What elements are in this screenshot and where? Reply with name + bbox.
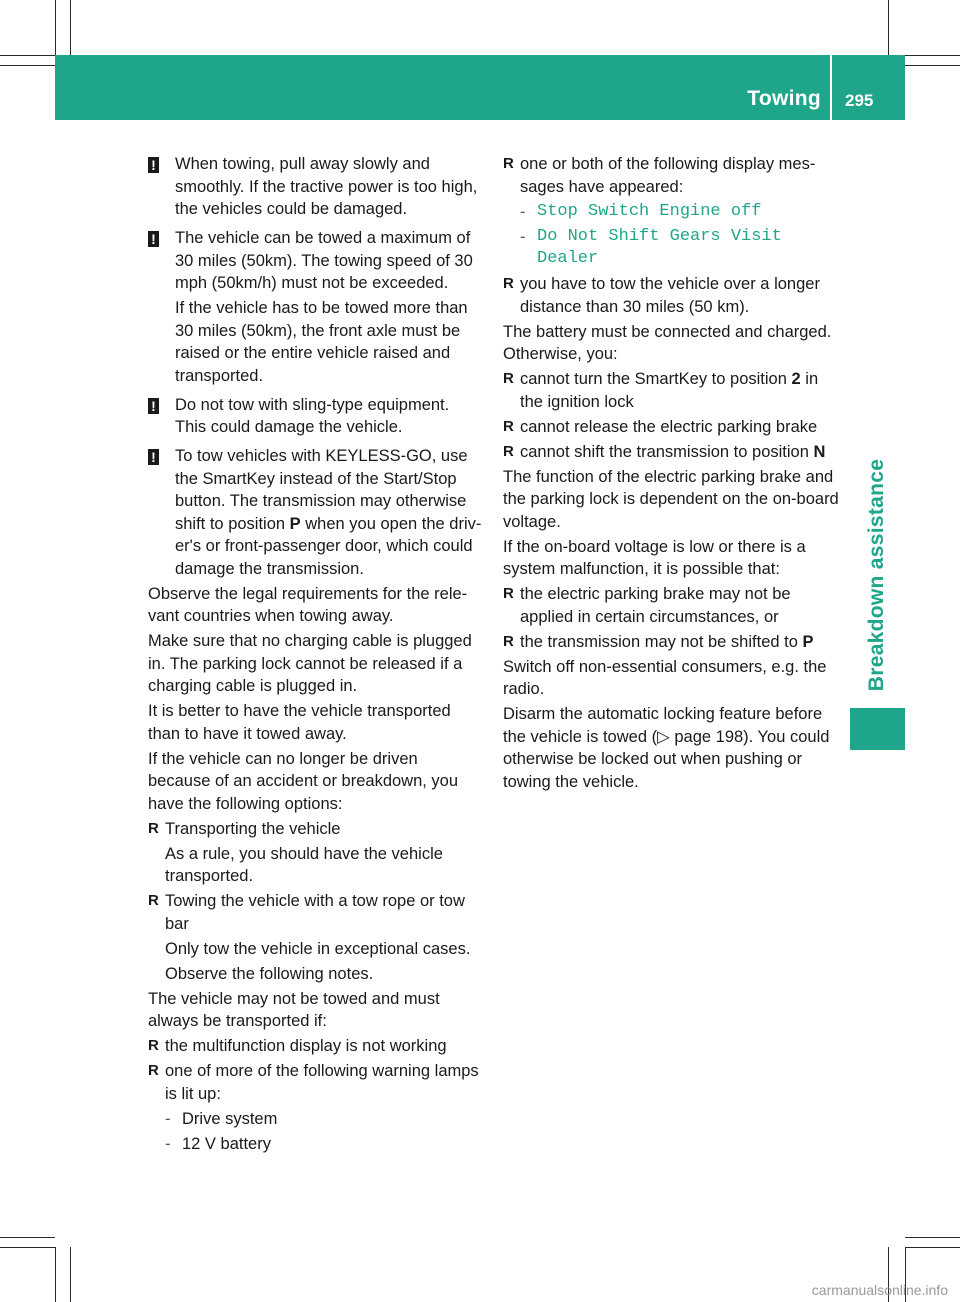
paragraph: Make sure that no charging cable is plugged in. The parking lock cannot be released if a charging cable is plugged in. [148, 632, 472, 695]
warning-icon: ! [148, 449, 159, 465]
crop-mark [0, 55, 55, 56]
crop-mark [55, 1247, 56, 1302]
bullet-icon: R [503, 442, 514, 460]
paragraph: If the vehicle can no longer be driven because of an accident or breakdown, you have the following options: [148, 749, 459, 813]
list-item: R you have to tow the vehicle over a longer distance than 30 miles (50 km). [503, 275, 820, 316]
page-header [55, 55, 905, 120]
list-item: R the multifunction display is not working [148, 1035, 484, 1058]
list-item: R cannot turn the SmartKey to position 2 in the ignition lock [503, 370, 819, 411]
side-tab-text: Breakdown assistance [865, 458, 888, 692]
section-title: Towing [747, 87, 821, 110]
display-message: Stop Switch Engine off [537, 201, 762, 221]
warning-note [148, 153, 484, 221]
crop-mark [905, 1237, 960, 1238]
list-item: R cannot release the electric parking brake [503, 416, 839, 439]
warning-text: Do not tow with sling-type equipment. This could damage the vehicle. [175, 395, 450, 436]
bullet-icon: R [503, 585, 514, 602]
sub-list-item: - Drive system [148, 1108, 484, 1131]
list-item: R cannot shift the transmission to position N [503, 441, 839, 464]
page-reference-arrow-icon: ▷ [657, 727, 670, 746]
list-item: R the transmission may not be shifted to P [503, 631, 839, 654]
crop-mark [905, 65, 960, 66]
sub-list-item: - 12 V battery [148, 1133, 484, 1156]
warning-icon: ! [148, 157, 159, 173]
watermark: carmanualsonline.info [811, 1282, 948, 1298]
warning-note [148, 445, 484, 580]
list-item: R one of more of the following warning lamps is lit up: [148, 1062, 479, 1103]
right-column [503, 153, 839, 796]
crop-mark [0, 65, 55, 66]
warning-icon: ! [148, 231, 159, 247]
list-item: R Transporting the vehicle As a rule, you should have the vehicle transported. [148, 819, 443, 885]
bullet-icon: R [148, 892, 159, 909]
left-column [148, 153, 484, 1158]
warning-icon: ! [148, 398, 159, 414]
crop-mark [70, 1247, 71, 1302]
paragraph: The vehicle may not be towed and must always be transported if: [148, 989, 440, 1030]
page-number: 295 [845, 91, 874, 110]
crop-mark [55, 0, 56, 55]
dash-icon: - [165, 1134, 171, 1153]
display-message: Do Not Shift Gears Visit Dealer [537, 226, 782, 268]
warning-note [148, 227, 484, 387]
crop-mark [905, 1247, 960, 1248]
paragraph: Disarm the automatic locking feature before the vehicle is towed (▷ page 198). You could otherwise be locked out when pushing or towing the vehicle. [503, 705, 830, 791]
warning-text: To tow vehicles with KEYLESS-GO, use the SmartKey instead of the Start/Stop button. The transmission may otherwise shift to position P when you open the driver's or front-passenger door, which could damage the transmission. [175, 447, 482, 578]
list-item: R Towing the vehicle with a tow rope or tow bar Only tow the vehicle in exceptional cases. Observe the following notes. [148, 892, 471, 983]
paragraph: The battery must be connected and charged. Otherwise, you: [503, 322, 832, 363]
bullet-icon: R [503, 275, 514, 292]
bullet-icon: R [148, 1062, 159, 1079]
warning-text: If the vehicle has to be towed more than 30 miles (50km), the front axle must be raised or the entire vehicle raised and transported. [175, 299, 468, 385]
paragraph: It is better to have the vehicle transported than to have it towed away. [148, 702, 451, 743]
display-message-item [503, 226, 839, 271]
dash-icon: - [520, 202, 526, 221]
side-tab-marker [850, 708, 905, 750]
display-message-item [503, 201, 839, 224]
warning-note [148, 394, 484, 439]
paragraph: The function of the electric parking brake and the parking lock is dependent on the on-board voltage. [503, 467, 839, 531]
paragraph: Observe the legal requirements for the relevant countries when towing away. [148, 584, 468, 625]
dash-icon: - [520, 227, 526, 246]
dash-icon: - [165, 1109, 171, 1128]
header-separator [830, 55, 832, 120]
paragraph: Switch off non-essential consumers, e.g. the radio. [503, 657, 827, 698]
warning-text: The vehicle can be towed a maximum of 30 miles (50km). The towing speed of 30 mph (50km/h) must not be exceeded. [175, 229, 473, 292]
list-item: R one or both of the following display messages have appeared: [503, 155, 816, 196]
crop-mark [0, 1237, 55, 1238]
bullet-icon: R [503, 370, 514, 387]
bullet-icon: R [148, 819, 159, 837]
bullet-icon: R [148, 1037, 159, 1054]
crop-mark [905, 55, 960, 56]
warning-text: When towing, pull away slowly and smoothly. If the tractive power is too high, the vehicles could be damaged. [175, 155, 478, 218]
paragraph: If the on-board voltage is low or there is a system malfunction, it is possible that: [503, 537, 806, 578]
bullet-icon: R [503, 632, 514, 650]
crop-mark [888, 0, 889, 55]
crop-mark [0, 1247, 55, 1248]
crop-mark [70, 0, 71, 55]
bullet-icon: R [503, 417, 514, 435]
list-item: R the electric parking brake may not be applied in certain circumstances, or [503, 585, 791, 626]
bullet-icon: R [503, 155, 514, 172]
